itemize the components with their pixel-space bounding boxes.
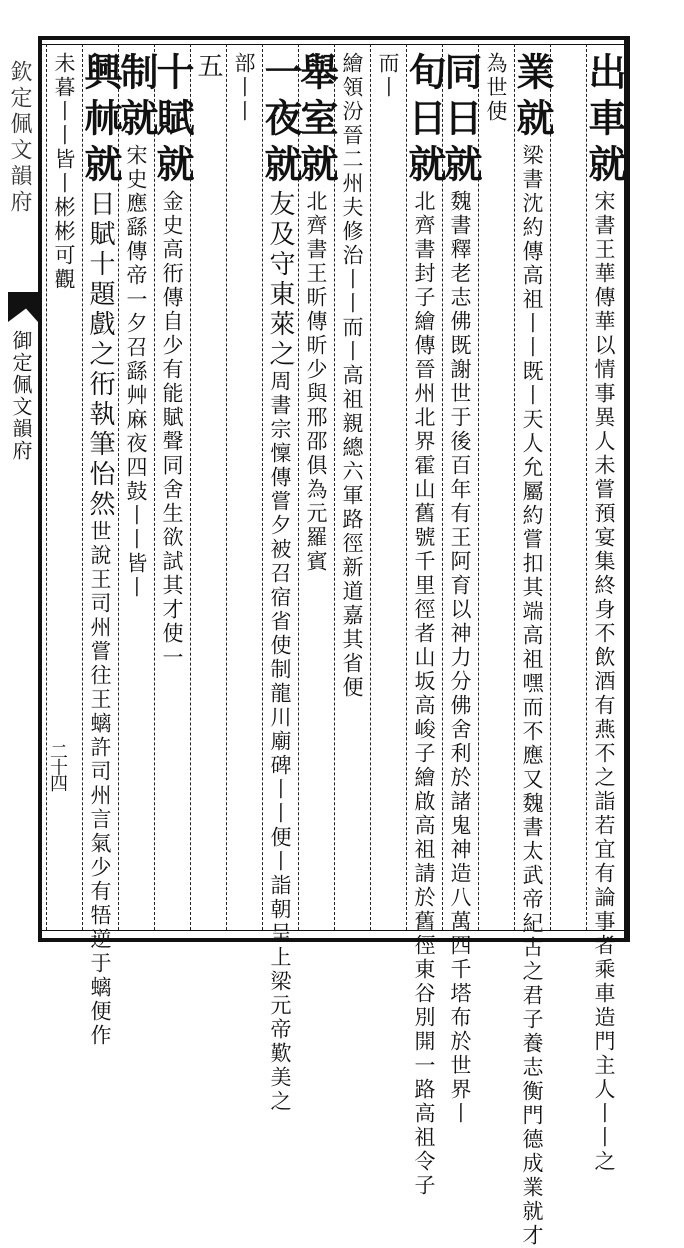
column-divider (46, 44, 47, 930)
text-column (294, 52, 339, 924)
text-column (478, 52, 514, 924)
text-column (150, 52, 195, 924)
entry-citation: 為世使 (484, 52, 508, 124)
entry-citation: 部丨丨 (232, 52, 256, 124)
text-column (78, 52, 123, 1048)
column-divider (406, 44, 407, 930)
entry-citation: 世說王司州嘗往王螭許司州言氣少有牾逆于螭便作 (88, 520, 112, 1048)
entry-headword: 同日就 (438, 52, 483, 190)
column-divider (586, 44, 587, 930)
text-column (258, 52, 303, 1114)
entry-headword: 興𣏟就 (78, 52, 123, 190)
text-column (114, 52, 159, 924)
fishtail-margin (0, 0, 38, 975)
column-divider (550, 44, 551, 930)
entry-headword: 業就 (510, 52, 555, 144)
column-divider (226, 44, 227, 930)
entry-headword: 十賦就 (150, 52, 195, 190)
text-column (582, 52, 627, 1174)
entry-text: 日賦十題戲之衎執筆怡然 (85, 190, 115, 520)
entry-headword: 一夜就 (258, 52, 303, 190)
entry-citation: 魏書釋老志佛既謝世于後百年有王阿育以神力分佛舍利於諸鬼神造八萬四千塔布於世界丨 (448, 190, 472, 1126)
column-divider (82, 44, 83, 930)
entry-citation: 宋史應繇傳帝一夕召繇艸麻夜四鼓丨丨皆丨 (124, 144, 148, 600)
column-divider (262, 44, 263, 930)
entry-citation: 宋書王華傳華以情事異人未嘗預宴集終身不飲酒有燕不之詣若宜有論事者乘車造門主人丨丨之 (592, 190, 616, 1174)
text-column (334, 52, 370, 924)
column-divider (370, 44, 371, 930)
text-column (550, 52, 586, 924)
entry-citation: 周書宗懍傳嘗夕被召宿省使制龍川廟碑丨丨便丨詣朝呈上梁元帝歎美之 (268, 370, 292, 1114)
entry-citation: 梁書沈約傳高祖丨丨既丨天人允屬約嘗扣其端高祖嘿而不應又魏書太武帝紀古之君子養志衡門德成業就才 (520, 144, 544, 1248)
entry-citation: 而丨 (376, 52, 400, 100)
text-column (370, 52, 406, 924)
entry-headword: 制就 (114, 52, 159, 144)
text-column (46, 52, 82, 924)
entry-citation: 未暮丨丨皆丨彬彬可觀 (52, 52, 76, 292)
column-divider (154, 44, 155, 930)
entry-headword: 出車就 (582, 52, 627, 190)
text-column (190, 52, 226, 924)
margin-title: 欽定佩文韻府 (7, 60, 32, 216)
margin-book-title: 御定佩文韻府 (9, 330, 33, 462)
column-divider (514, 44, 515, 930)
entry-citation: 北齊書王昕傳昕少與邢邵俱為元羅賓 (304, 190, 328, 574)
entry-headword: 旬日就 (402, 52, 447, 190)
text-column (510, 52, 555, 1248)
entry-citation: 北齊書封子繪傳晉州北界霍山舊號千里徑者山坂高峻子繪啟高祖請於舊徑東谷別開一路高祖令子 (412, 190, 436, 1198)
entry-citation: 繪領汾晉二州夫修治丨丨而丨高祖親總六軍路徑新道嘉其省便 (340, 52, 364, 700)
entry-citation: 金史高衎傳自少有能賦聲同舍生欲試其才使一 (160, 190, 184, 670)
entry-text: 友及守東萊之 (265, 190, 295, 370)
text-column (402, 52, 447, 1198)
entry-headword: 舉室就 (294, 52, 339, 190)
page-number: 二十四 (47, 742, 68, 790)
entry-text: 五 (193, 52, 223, 82)
fishtail-mark (8, 292, 38, 322)
text-column (438, 52, 483, 1126)
text-column (226, 52, 262, 924)
